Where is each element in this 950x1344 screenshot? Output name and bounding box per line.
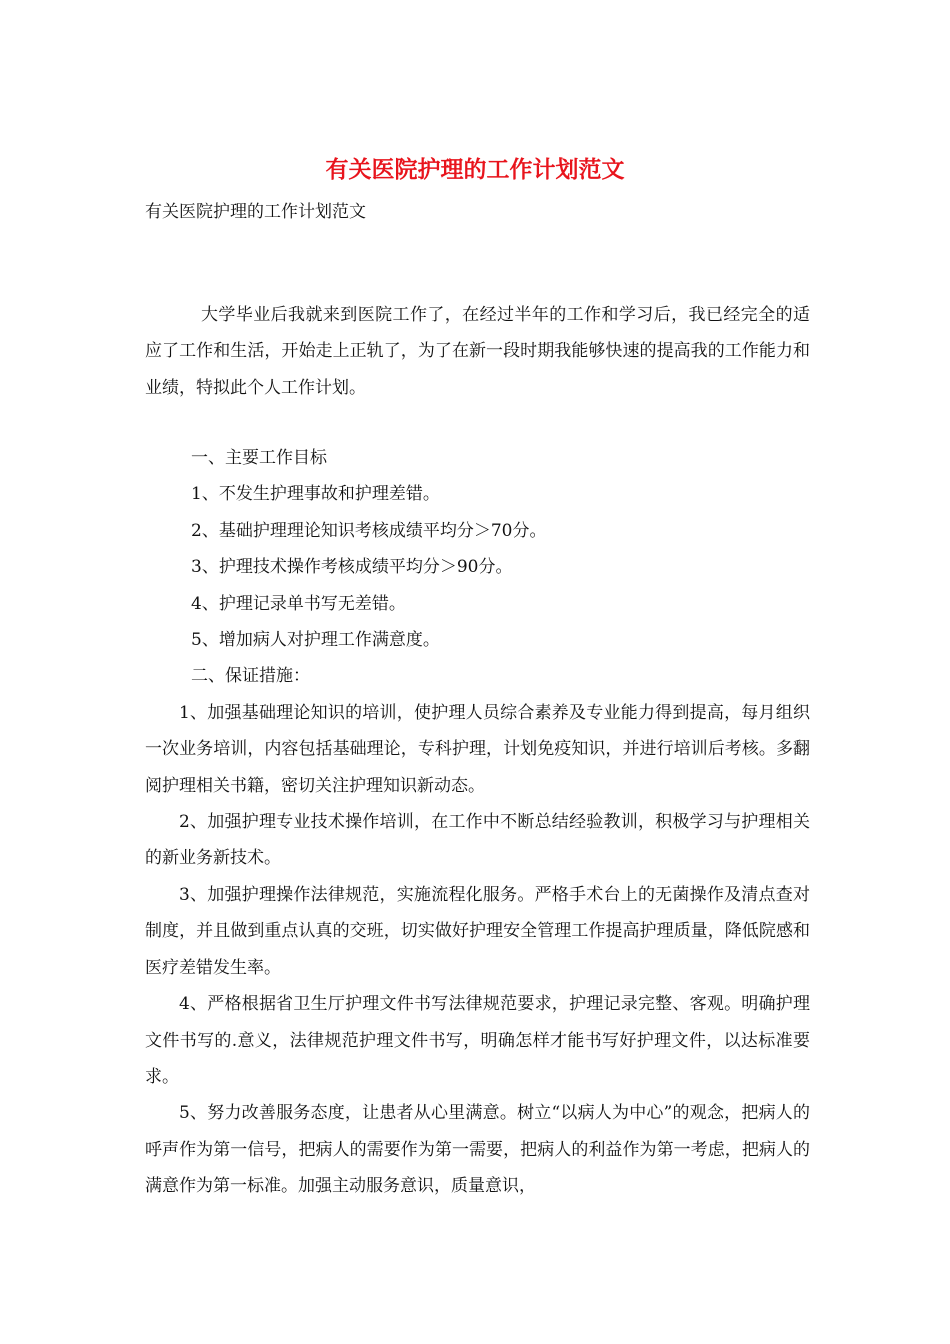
- measure-paragraph: 1、加强基础理论知识的培训，使护理人员综合素养及专业能力得到提高，每月组织一次业务培训，内容包括基础理论，专科护理，计划免疫知识，并进行培训后考核。多翻阅护理相关书籍，密切关注护理知识新动态。: [145, 702, 810, 796]
- goal-item: 5、增加病人对护理工作满意度。: [191, 630, 440, 651]
- intro-paragraph: 大学毕业后我就来到医院工作了，在经过半年的工作和学习后，我已经完全的适应了工作和生活，开始走上正轨了，为了在新一段时期我能够快速的提高我的工作能力和业绩，特拟此个人工作计划。: [145, 305, 810, 398]
- measure-paragraph: 3、加强护理操作法律规范，实施流程化服务。严格手术台上的无菌操作及清点查对制度，并且做到重点认真的交班，切实做好护理安全管理工作提高护理质量，降低院感和医疗差错发生率。: [145, 884, 810, 978]
- intro-section: [145, 297, 810, 406]
- goal-item: 1、不发生护理事故和护理差错。: [191, 484, 440, 505]
- goal-item: 2、基础护理理论知识考核成绩平均分＞70分。: [191, 520, 547, 541]
- goal-item: 3、护理技术操作考核成绩平均分＞90分。: [191, 557, 513, 578]
- document-subtitle: 有关医院护理的工作计划范文: [145, 202, 366, 222]
- goal-item: 4、护理记录单书写无差错。: [191, 593, 406, 614]
- document-title: 有关医院护理的工作计划范文: [325, 156, 625, 183]
- measure-paragraph: 5、努力改善服务态度，让患者从心里满意。树立“以病人为中心”的观念，把病人的呼声作为第一信号，把病人的需要作为第一需要，把病人的利益作为第一考虑，把病人的满意作为第一标准。加强主动服务意识，质量意识，: [145, 1103, 810, 1197]
- main-content: [145, 440, 810, 1205]
- section-heading-measures: 二、保证措施：: [191, 666, 310, 687]
- section-heading-goals: 一、主要工作目标: [191, 448, 327, 468]
- measure-paragraph: 2、加强护理专业技术操作培训，在工作中不断总结经验教训，积极学习与护理相关的新业务新技术。: [145, 812, 810, 869]
- measure-paragraph: 4、严格根据省卫生厅护理文件书写法律规范要求，护理记录完整、客观。明确护理文件书写的.意义，法律规范护理文件书写，明确怎样才能书写好护理文件，以达标准要求。: [145, 994, 810, 1087]
